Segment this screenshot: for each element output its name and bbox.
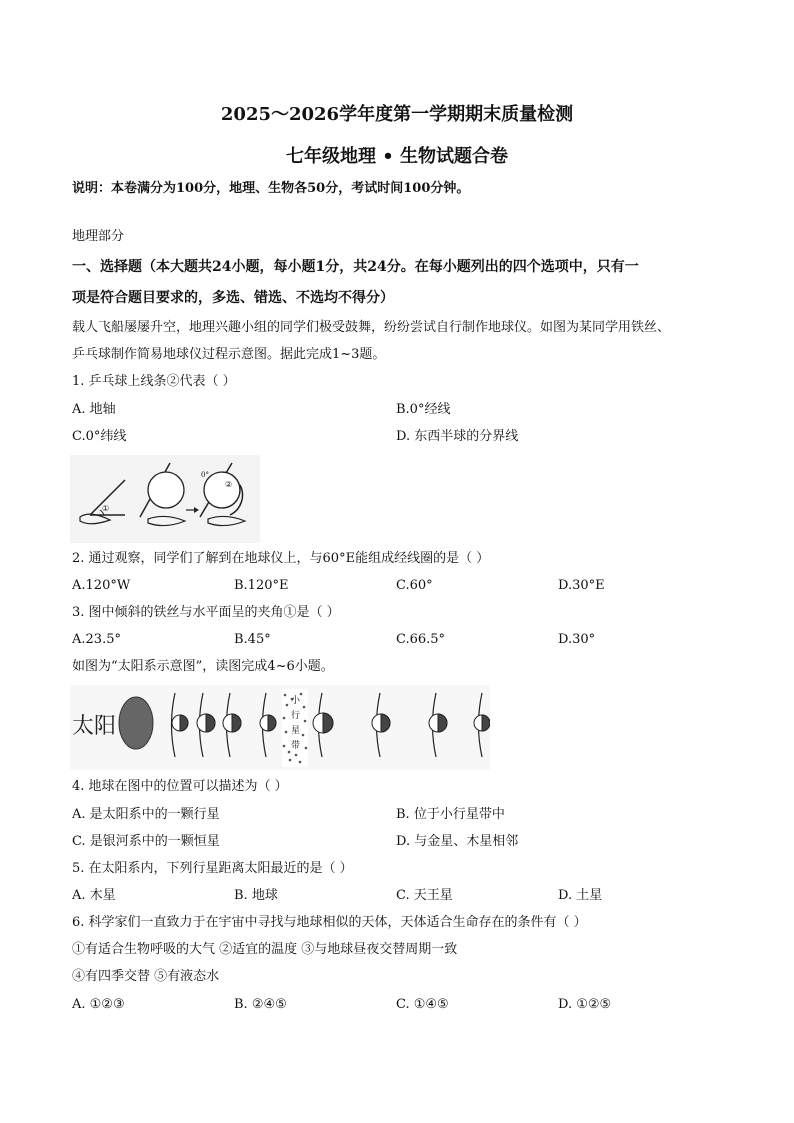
q3-option-d[interactable]: D.30° (558, 632, 596, 647)
angle-label: ① (102, 504, 110, 513)
q3-stem: 3. 图中倾斜的铁丝与水平面呈的夹角①是（ ） (72, 605, 340, 620)
q2-option-b[interactable]: B.120°E (234, 578, 289, 593)
q3-option-a[interactable]: A.23.5° (72, 632, 121, 647)
sun-icon (119, 697, 153, 749)
intro1-line2: 乒乓球制作简易地球仪过程示意图。据此完成1~3题。 (72, 347, 386, 362)
belt-char-2: 行 (291, 711, 301, 721)
q5-stem: 5. 在太阳系内，下列行星距离太阳最近的是（ ） (72, 861, 353, 876)
q6-condition-line1: ①有适合生物呼吸的大气 ②适宜的温度 ③与地球昼夜交替周期一致 (72, 942, 458, 957)
q5-option-c[interactable]: C. 天王星 (396, 888, 453, 903)
q4-option-d[interactable]: D. 与金星、木星相邻 (396, 834, 519, 849)
belt-char-3: 星 (291, 726, 301, 736)
q6-condition-line2: ④有四季交替 ⑤有液态水 (72, 969, 220, 984)
intro1-line1: 载人飞船屡屡升空，地理兴趣小组的同学们极受鼓舞，纷纷尝试自行制作地球仪。如图为某同学用铁丝、 (72, 320, 671, 335)
q1-stem: 1. 乒乓球上线条②代表（ ） (72, 374, 236, 389)
intro2: 如图为“太阳系示意图”，读图完成4~6小题。 (72, 659, 334, 674)
belt-char-1: 小 (291, 696, 301, 706)
q6-option-d[interactable]: D. ①②⑤ (558, 997, 612, 1012)
q2-stem: 2. 通过观察，同学们了解到在地球仪上，与60°E能组成经线圈的是（ ） (72, 551, 490, 566)
q1-option-b[interactable]: B.0°经线 (396, 402, 451, 417)
solar-system-figure (70, 685, 490, 770)
q5-option-a[interactable]: A. 木星 (72, 888, 116, 903)
q4-option-b[interactable]: B. 位于小行星带中 (396, 807, 505, 822)
globe-making-figure (70, 455, 260, 543)
exam-note: 说明：本卷满分为100分，地理、生物各50分，考试时间100分钟。 (72, 181, 470, 196)
belt-char-4: 带 (291, 741, 301, 751)
section-label: 地理部分 (72, 229, 125, 244)
q2-option-d[interactable]: D.30°E (558, 578, 605, 593)
q6-stem: 6. 科学家们一直致力于在宇宙中寻找与地球相似的天体，天体适合生命存在的条件有（ ） (72, 915, 587, 930)
q3-option-b[interactable]: B.45° (234, 632, 271, 647)
part-heading-line1: 一、选择题（本大题共24小题，每小题1分，共24分。在每小题列出的四个选项中，只有一 (72, 259, 639, 275)
line-label: ② (225, 480, 233, 489)
q4-option-a[interactable]: A. 是太阳系中的一颗行星 (72, 807, 220, 822)
q1-option-d[interactable]: D. 东西半球的分界线 (396, 429, 519, 444)
q3-option-c[interactable]: C.66.5° (396, 632, 446, 647)
q5-option-d[interactable]: D. 土星 (558, 888, 603, 903)
q4-stem: 4. 地球在图中的位置可以描述为（ ） (72, 779, 288, 794)
zero-degree-label: 0° (201, 471, 209, 479)
q2-option-c[interactable]: C.60° (396, 578, 433, 593)
q2-option-a[interactable]: A.120°W (72, 578, 131, 593)
exam-title: 2025～2026学年度第一学期期末质量检测 (220, 104, 574, 125)
part-heading-line2: 项是符合题目要求的，多选、错选、不选均不得分） (72, 290, 394, 306)
q6-option-b[interactable]: B. ②④⑤ (234, 997, 287, 1012)
q6-option-a[interactable]: A. ①②③ (72, 997, 125, 1012)
exam-subtitle: 七年级地理 • 生物试题合卷 (285, 146, 509, 167)
q5-option-b[interactable]: B. 地球 (234, 888, 278, 903)
q1-option-c[interactable]: C.0°纬线 (72, 429, 127, 444)
q4-option-c[interactable]: C. 是银河系中的一颗恒星 (72, 834, 220, 849)
q1-option-a[interactable]: A. 地轴 (72, 402, 116, 417)
q6-option-c[interactable]: C. ①④⑤ (396, 997, 449, 1012)
sun-label: 太阳 (72, 714, 117, 739)
